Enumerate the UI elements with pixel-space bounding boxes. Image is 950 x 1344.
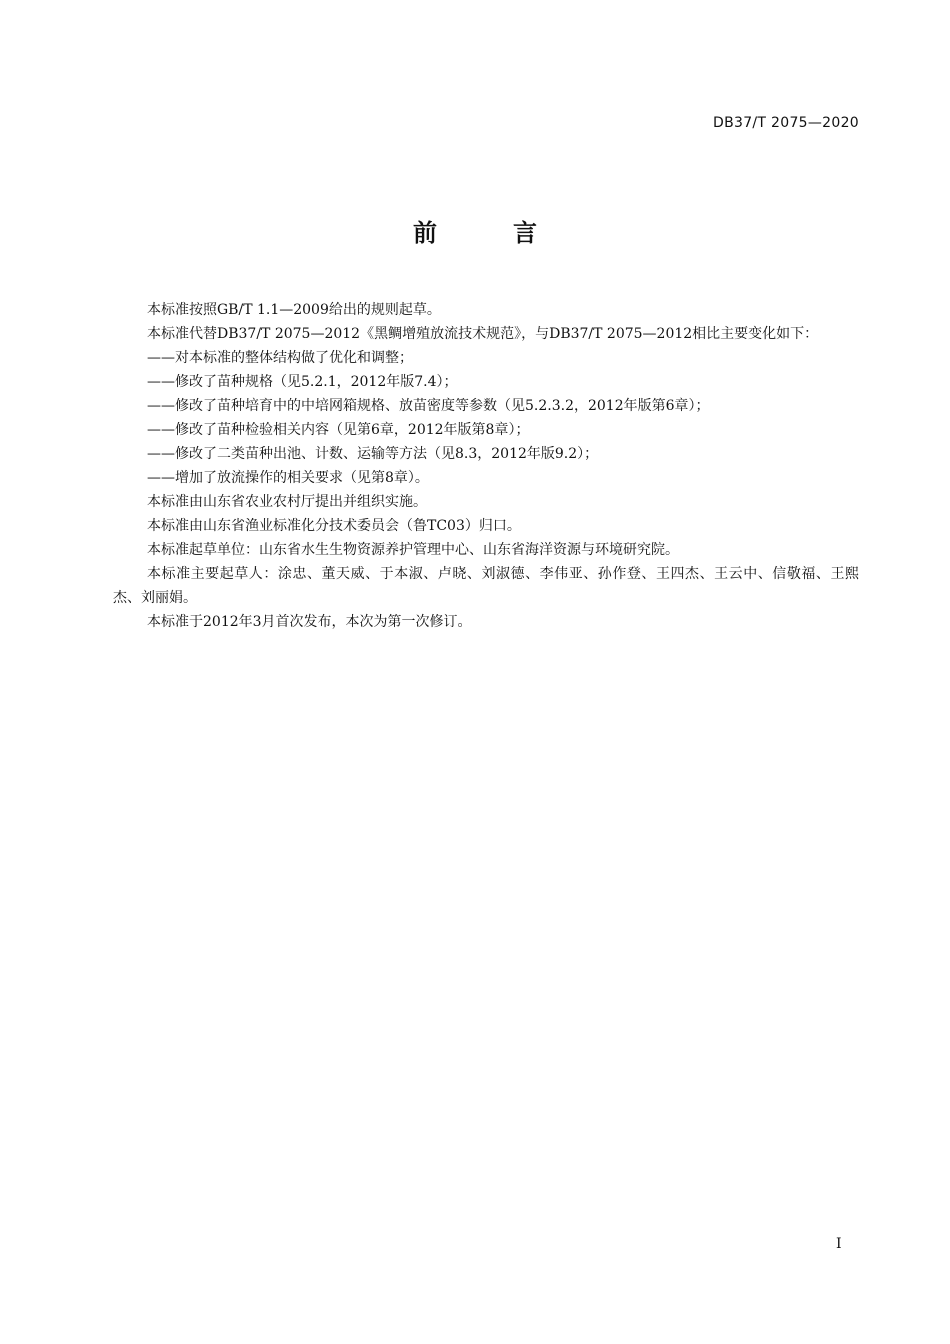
paragraph-drafters: 本标准主要起草人：涂忠、董天威、于本淑、卢晓、刘淑德、李伟亚、孙作登、王四杰、王云中、信敬福、王熙杰、刘丽娟。 <box>113 566 859 606</box>
foreword-body <box>113 298 859 634</box>
paragraph-committee: 本标准由山东省渔业标准化分技术委员会（鲁TC03）归口。 <box>147 518 521 534</box>
document-code: DB37/T 2075—2020 <box>713 115 859 131</box>
change-item: ——对本标准的整体结构做了优化和调整； <box>147 350 413 366</box>
paragraph-drafting-rules: 本标准按照GB/T 1.1—2009给出的规则起草。 <box>147 302 441 318</box>
page-title: 前 言 <box>413 219 563 247</box>
change-item: ——修改了二类苗种出池、计数、运输等方法（见8.3，2012年版9.2）； <box>147 446 599 462</box>
paragraph-proposer: 本标准由山东省农业农村厅提出并组织实施。 <box>147 494 427 510</box>
change-item: ——增加了放流操作的相关要求（见第8章）。 <box>147 470 429 486</box>
page-number: I <box>836 1236 842 1252</box>
paragraph-replacement: 本标准代替DB37/T 2075—2012《黑鲷增殖放流技术规范》，与DB37/T 2075—2012相比主要变化如下： <box>147 326 819 342</box>
change-item: ——修改了苗种检验相关内容（见第6章，2012年版第8章）； <box>147 422 530 438</box>
change-item: ——修改了苗种培育中的中培网箱规格、放苗密度等参数（见5.2.3.2，2012年版第6章）； <box>147 398 710 414</box>
change-item: ——修改了苗种规格（见5.2.1，2012年版7.4）； <box>147 374 458 390</box>
paragraph-drafting-units: 本标准起草单位：山东省水生生物资源养护管理中心、山东省海洋资源与环境研究院。 <box>147 542 679 558</box>
paragraph-history: 本标准于2012年3月首次发布，本次为第一次修订。 <box>147 614 472 630</box>
